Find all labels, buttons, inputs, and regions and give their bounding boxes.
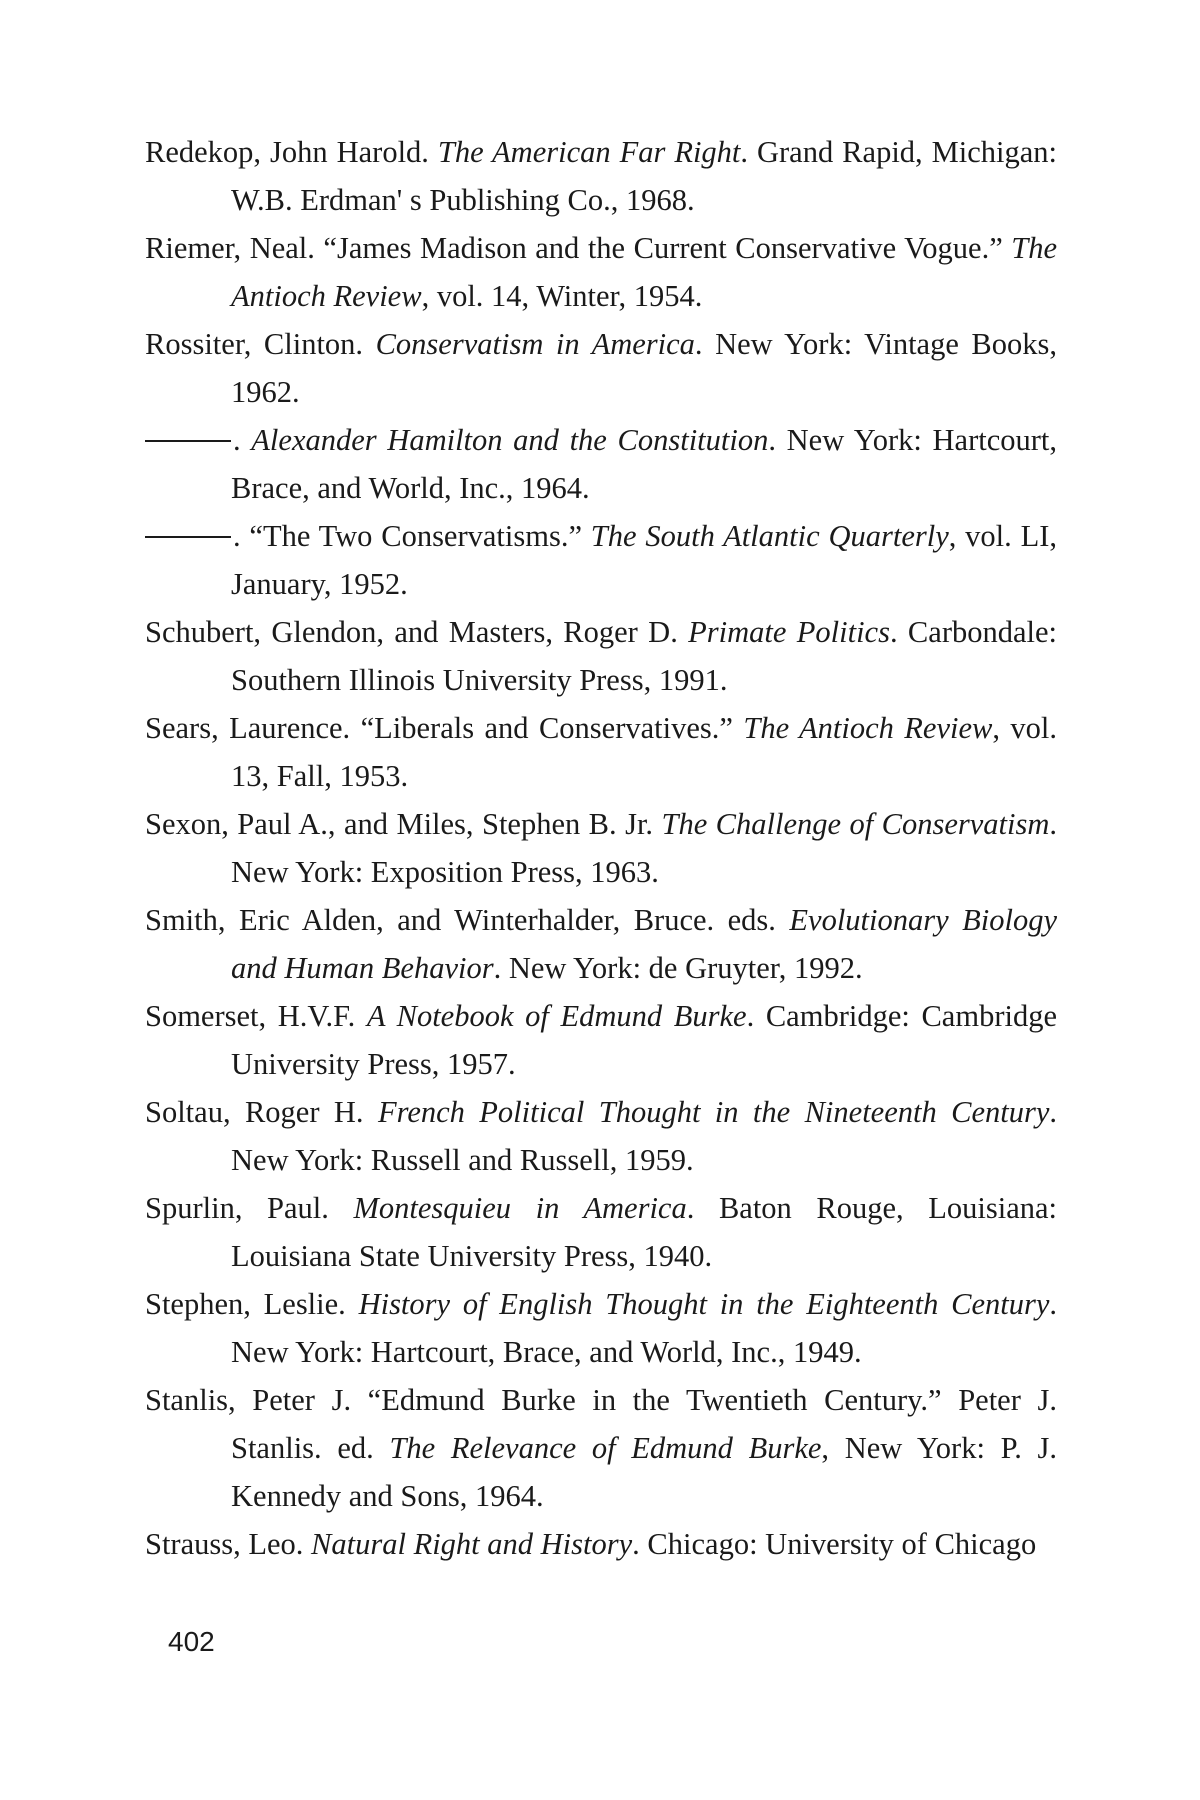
entry-author-text: Soltau, Roger H. [145,1095,378,1129]
same-author-dash [145,440,231,442]
entry-author-text: Stanlis, Peter J. “Edmund Burke in the Twentieth Century.” Peter J. Stanlis. ed. [145,1383,1057,1465]
bibliography-entry [145,1184,1057,1280]
entry-publication-text: . New York: Exposition Press, 1963. [231,807,1057,889]
entry-author-text: Rossiter, Clinton. [145,327,376,361]
entry-title: Alexander Hamilton and the Constitution [251,423,769,457]
bibliography-entry [145,896,1057,992]
page-number: 402 [168,1626,215,1657]
entry-title: The South Atlantic Quarterly [590,519,949,553]
entry-publication-text: . New York: Vintage Books, 1962. [231,327,1057,409]
entry-author-text: Sears, Laurence. “Liberals and Conservatives.” [145,711,744,745]
entry-author-text: Strauss, Leo. [145,1527,312,1561]
entry-title: A Notebook of Edmund Burke [366,999,747,1033]
entry-publication-text: . Grand Rapid, Michigan: W.B. Erdman' s Publishing Co., 1968. [231,135,1057,217]
bibliography-entry [145,512,1057,608]
entry-author-text: Sexon, Paul A., and Miles, Stephen B. Jr. [145,807,662,841]
bibliography-entry [145,128,1057,224]
entry-title: The Relevance of Edmund Burke [389,1431,822,1465]
entry-author-text: . [233,423,252,457]
entry-title: Conservatism in America [375,327,695,361]
bibliography-entry [145,800,1057,896]
entry-title: The Antioch Review [231,231,1057,313]
bibliography-entry [145,992,1057,1088]
entry-publication-text: . Cambridge: Cambridge University Press, 1957. [231,999,1057,1081]
entry-title: Montesquieu in America [353,1191,687,1225]
entry-author-text: Smith, Eric Alden, and Winterhalder, Bruce. eds. [145,903,790,937]
entry-title: Evolutionary Biology and Human Behavior [231,903,1057,985]
bibliography-entry [145,1520,1057,1568]
entry-author-text: Schubert, Glendon, and Masters, Roger D. [145,615,689,649]
entry-publication-text: , New York: P. J. Kennedy and Sons, 1964. [231,1431,1057,1513]
entry-publication-text: . New York: Russell and Russell, 1959. [231,1095,1057,1177]
entry-publication-text: . Baton Rouge, Louisiana: Louisiana State University Press, 1940. [231,1191,1058,1273]
entry-author-text: Redekop, John Harold. [145,135,438,169]
bibliography-entry [145,608,1057,704]
bibliography-list [145,128,1057,1568]
entry-title: Natural Right and History [311,1527,633,1561]
bibliography-entry [145,1280,1057,1376]
entry-title: The American Far Right [437,135,741,169]
entry-author-text: Stephen, Leslie. [145,1287,359,1321]
entry-author-text: Spurlin, Paul. [145,1191,354,1225]
entry-publication-text: . Carbondale: Southern Illinois University Press, 1991. [231,615,1057,697]
entry-title: The Challenge of Conservatism [661,807,1050,841]
entry-publication-text: . New York: Hartcourt, Brace, and World, Inc., 1949. [231,1287,1057,1369]
entry-title: History of English Thought in the Eighteenth Century [358,1287,1050,1321]
entry-title: Primate Politics [688,615,890,649]
entry-publication-text: , vol. 14, Winter, 1954. [421,279,703,313]
entry-publication-text: , vol. LI, January, 1952. [231,519,1057,601]
entry-publication-text: . New York: Hartcourt, Brace, and World, Inc., 1964. [231,423,1057,505]
entry-title: French Political Thought in the Nineteenth Century [377,1095,1050,1129]
bibliography-entry [145,704,1057,800]
entry-author-text: Somerset, H.V.F. [145,999,367,1033]
entry-title: The Antioch Review [743,711,993,745]
entry-author-text: Riemer, Neal. “James Madison and the Current Conservative Vogue.” [145,231,1012,265]
bibliography-entry [145,1088,1057,1184]
bibliography-entry [145,224,1057,320]
entry-publication-text: , vol. 13, Fall, 1953. [231,711,1057,793]
entry-publication-text: . Chicago: University of Chicago [632,1527,1037,1561]
entry-publication-text: . New York: de Gruyter, 1992. [493,951,863,985]
bibliography-entry [145,320,1057,416]
entry-author-text: . “The Two Conservatisms.” [233,519,591,553]
same-author-dash [145,536,231,538]
bibliography-entry [145,1376,1057,1520]
bibliography-entry [145,416,1057,512]
